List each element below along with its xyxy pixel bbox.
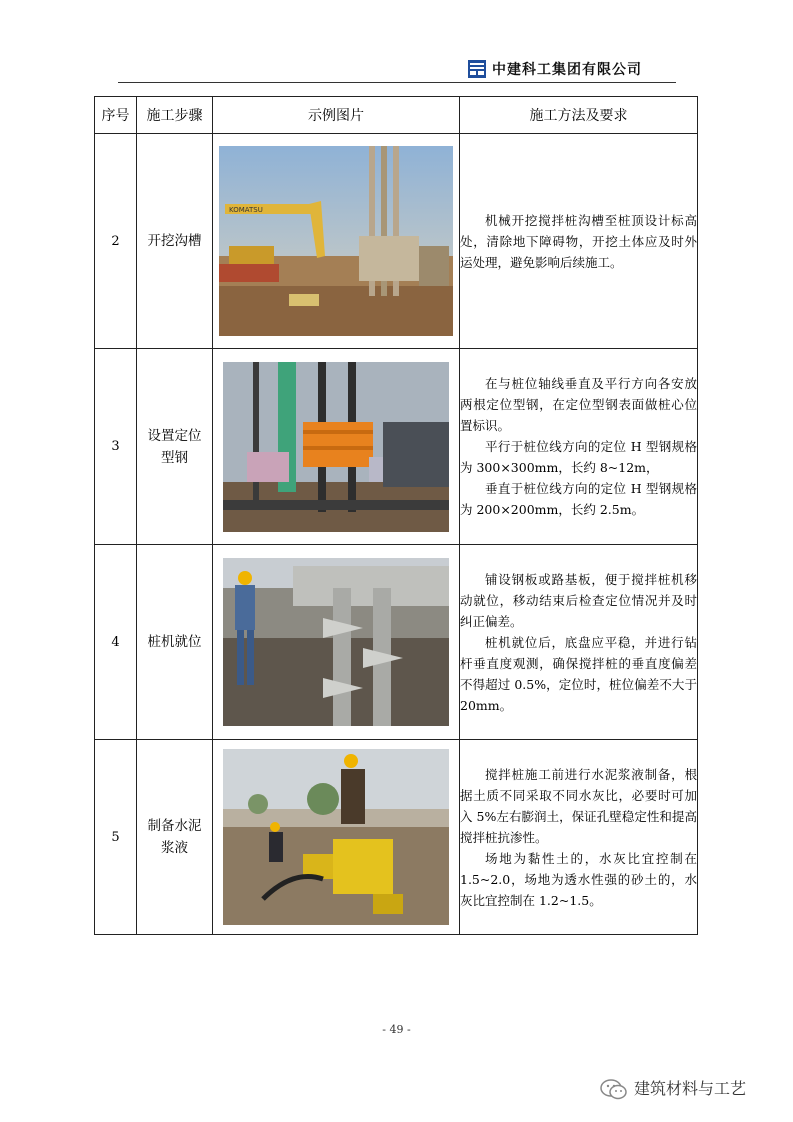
header-rule: [118, 82, 676, 83]
step-method-cell: [460, 740, 698, 935]
step-name: 开挖沟槽: [137, 134, 213, 349]
column-header-step: 施工步骤: [137, 97, 213, 134]
svg-text:KOMATSU: KOMATSU: [229, 206, 263, 214]
step-method-cell: [460, 545, 698, 740]
company-name: 中建科工集团有限公司: [492, 62, 642, 78]
step-photo-cell: [213, 545, 460, 740]
grout-mixer-photo: [223, 749, 449, 925]
positioning-steel-photo: [223, 362, 449, 532]
step-number: 4: [95, 545, 137, 740]
column-header-photo: 示例图片: [213, 97, 460, 134]
step-number: 5: [95, 740, 137, 935]
cscec-logo: [468, 60, 486, 78]
column-header-method: 施工方法及要求: [460, 97, 698, 134]
method-paragraph: 场地为黏性土的，水灰比宜控制在 1.5~2.0，场地为透水性强的砂土的，水灰比宜控制在 1.2~1.5。: [460, 850, 697, 908]
table-row: [95, 740, 698, 935]
excavator-photo: [219, 146, 453, 336]
step-photo-cell: [213, 349, 460, 545]
step-photo-cell: [213, 134, 460, 349]
method-paragraph: 搅拌桩施工前进行水泥浆液制备，根据土质不同采取不同水灰比，必要时可加入 5%左右膨润土，保证孔壁稳定性和提高搅拌桩抗渗性。: [460, 766, 697, 845]
method-paragraph: 垂直于桩位线方向的定位 H 型钢规格为 200×200mm，长约 2.5m。: [460, 481, 697, 517]
step-number: 2: [95, 134, 137, 349]
wechat-icon: [600, 1079, 628, 1101]
page-header: [118, 58, 676, 84]
step-method-cell: [460, 134, 698, 349]
page-number: - 49 -: [382, 1023, 411, 1036]
step-name-text: 制备水泥浆液: [147, 818, 202, 856]
watermark-text: 建筑材料与工艺: [634, 1079, 747, 1098]
table-row: [95, 134, 698, 349]
method-paragraph: 平行于桩位线方向的定位 H 型钢规格为 300×300mm，长约 8~12m，: [460, 439, 697, 475]
step-name: [137, 349, 213, 545]
method-paragraph: 桩机就位后，底盘应平稳，并进行钻杆垂直度观测，确保搅拌桩的垂直度偏差不得超过 0.5%，定位时，桩位偏差不大于 20mm。: [460, 634, 697, 713]
step-number: 3: [95, 349, 137, 545]
table-header-row: [95, 97, 698, 134]
step-name: 桩机就位: [137, 545, 213, 740]
step-photo-cell: [213, 740, 460, 935]
table-row: [95, 349, 698, 545]
column-header-number: 序号: [95, 97, 137, 134]
step-name: [137, 740, 213, 935]
watermark: [600, 1076, 746, 1101]
auger-photo: [223, 558, 449, 726]
method-paragraph: 机械开挖搅拌桩沟槽至桩顶设计标高处，清除地下障碍物，开挖土体应及时外运处理，避免影响后续施工。: [460, 212, 697, 270]
table-row: [95, 545, 698, 740]
step-method-cell: [460, 349, 698, 545]
method-paragraph: 铺设钢板或路基板，便于搅拌桩机移动就位，移动结束后检查定位情况并及时纠正偏差。: [460, 571, 697, 629]
construction-steps-table: [94, 96, 698, 935]
method-paragraph: 在与桩位轴线垂直及平行方向各安放两根定位型钢，在定位型钢表面做桩心位置标识。: [460, 376, 697, 433]
step-name-text: 设置定位型钢: [147, 427, 202, 466]
